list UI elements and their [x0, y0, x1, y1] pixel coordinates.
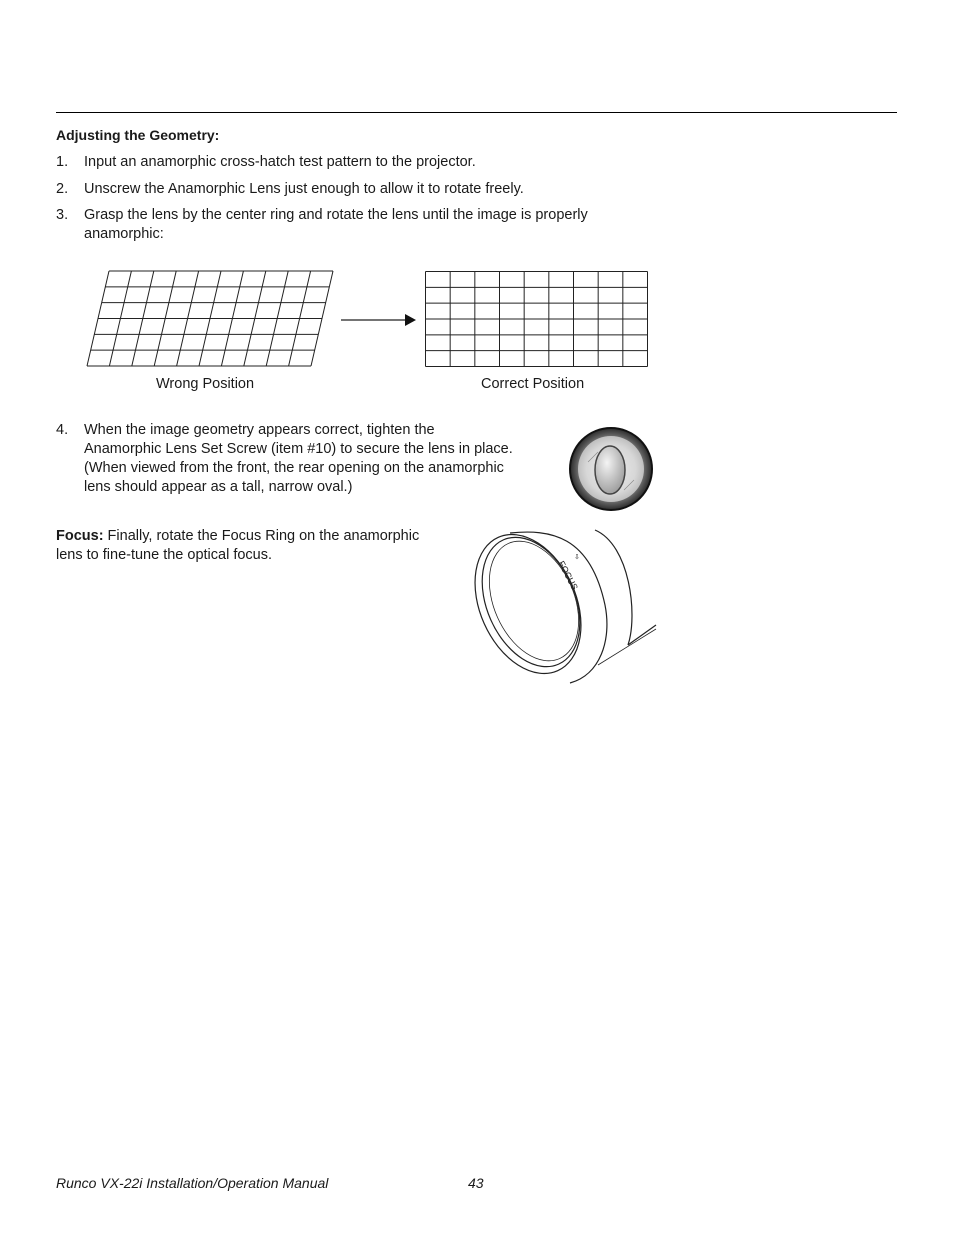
focus-text: Finally, rotate the Focus Ring on the anamorphic: [103, 528, 420, 544]
step-text: Input an anamorphic cross-hatch test pattern to the projector.: [84, 154, 476, 170]
step-2: [56, 180, 856, 200]
step-1: [56, 153, 856, 173]
step-text: [84, 206, 588, 244]
step-text-line: anamorphic:: [84, 226, 164, 242]
step-text-line: Anamorphic Lens Set Screw (item #10) to secure the lens in place.: [84, 441, 513, 457]
wrong-position-caption: Wrong Position: [156, 376, 255, 392]
step-number: 1.: [56, 154, 69, 170]
focus-label: Focus:: [56, 528, 104, 544]
footer-manual-title: Runco VX-22i Installation/Operation Manual: [56, 1175, 329, 1191]
focus-ring-image: [470, 525, 660, 685]
step-text-line: (When viewed from the front, the rear opening on the anamorphic: [84, 460, 504, 476]
step-text-line: When the image geometry appears correct, tighten the: [84, 422, 435, 438]
focus-ring-label: FOCUS: [556, 559, 580, 592]
wrong-position-grid: [84, 271, 344, 371]
step-text: Unscrew the Anamorphic Lens just enough to allow it to rotate freely.: [84, 181, 524, 197]
step-number: 2.: [56, 181, 69, 197]
arrow-icon: [339, 311, 419, 331]
focus-text: lens to fine-tune the optical focus.: [56, 547, 273, 563]
step-text: [84, 421, 544, 497]
top-rule: [56, 112, 897, 113]
correct-position-grid: [425, 271, 651, 369]
lens-front-view-image: [568, 426, 654, 512]
step-4: [56, 421, 536, 501]
correct-position-caption: Correct Position: [481, 376, 585, 392]
step-number: 3.: [56, 207, 69, 223]
step-number: 4.: [56, 422, 69, 438]
section-heading: Adjusting the Geometry:: [56, 127, 220, 143]
step-text-line: lens should appear as a tall, narrow oval.): [84, 479, 353, 495]
step-text-line: Grasp the lens by the center ring and rotate the lens until the image is properly: [84, 207, 588, 223]
focus-ring-arrows-icon: ⇩: [574, 553, 580, 561]
step-3: [56, 206, 856, 246]
focus-paragraph: [56, 527, 446, 565]
footer-page-number: 43: [468, 1175, 484, 1191]
